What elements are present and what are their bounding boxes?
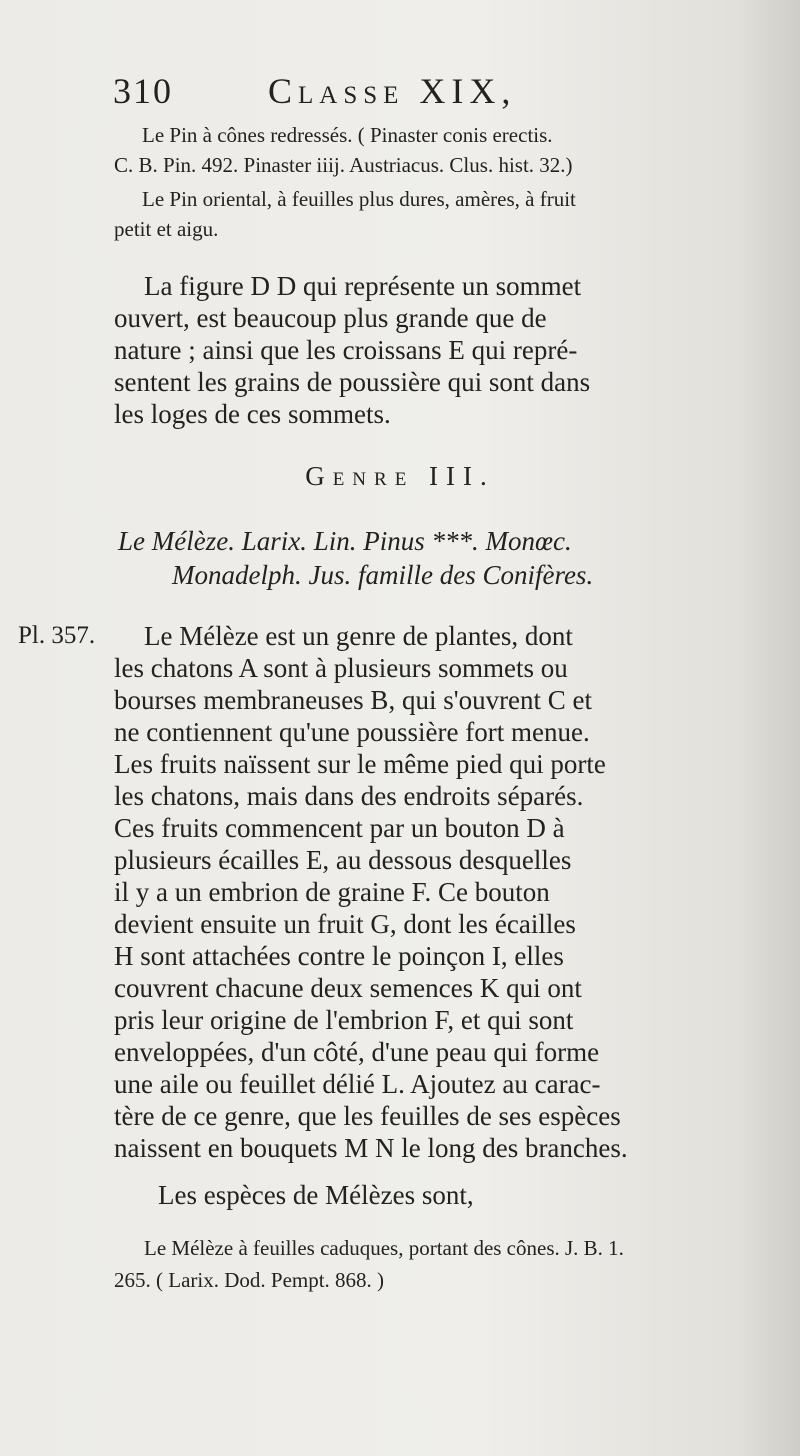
entry-line: Le Pin oriental, à feuilles plus dures, amères, à fruit <box>142 187 576 211</box>
figure-paragraph <box>114 270 756 430</box>
text-line: nature ; ainsi que les croissans E qui repré- <box>114 335 578 365</box>
entry-line: 265. ( Larix. Dod. Pempt. 868. ) <box>114 1268 385 1292</box>
text-line: Le Mélèze. Larix. Lin. Pinus ***. Monœc. <box>118 526 572 556</box>
text-line: les chatons, mais dans des endroits séparés. <box>114 781 584 811</box>
entry-line: Le Pin à cônes redressés. ( Pinaster conis erectis. <box>142 123 553 147</box>
entry-line: C. B. Pin. 492. Pinaster iiij. Austriacus. Clus. hist. 32.) <box>114 153 573 177</box>
text-line: H sont attachées contre le poinçon I, elles <box>114 941 564 971</box>
text-line: sentent les grains de poussière qui sont dans <box>114 367 591 397</box>
text-line: les chatons A sont à plusieurs sommets ou <box>114 653 568 683</box>
text-line: ne contiennent qu'une poussière fort menue. <box>114 717 590 747</box>
text-line: Monadelph. Jus. famille des Conifères. <box>172 560 594 590</box>
genre-heading: Genre III. <box>305 461 495 491</box>
plate-reference: Pl. 357. <box>18 622 96 649</box>
text-line: couvrent chacune deux semences K qui ont <box>114 973 582 1003</box>
entry-pin-oriental <box>114 184 784 244</box>
page-number: 310 <box>113 71 173 111</box>
text-line: naissent en bouquets M N le long des branches. <box>114 1133 628 1163</box>
text-line: ouvert, est beaucoup plus grande que de <box>114 303 547 333</box>
text-line: devient ensuite un fruit G, dont les écailles <box>114 909 576 939</box>
text-line: les loges de ces sommets. <box>114 399 391 429</box>
text-line: pris leur origine de l'embrion F, et qui sont <box>114 1005 574 1035</box>
entry-line: Le Mélèze à feuilles caduques, portant des cônes. J. B. 1. <box>144 1236 624 1260</box>
entry-pin-cones-redresses <box>114 120 784 180</box>
text-line: Le Mélèze est un genre de plantes, dont <box>144 621 573 651</box>
running-title: Classe XIX, <box>268 71 517 111</box>
text-line: Ces fruits commencent par un bouton D à <box>114 813 565 843</box>
entry-line: petit et aigu. <box>114 217 219 241</box>
text-line: enveloppées, d'un côté, d'une peau qui forme <box>114 1037 600 1067</box>
entry-meleze-feuilles-caduques <box>114 1232 764 1296</box>
text-line: Les fruits naïssent sur le même pied qui porte <box>114 749 606 779</box>
text-line: il y a un embrion de graine F. Ce bouton <box>114 877 550 907</box>
text-line: bourses membraneuses B, qui s'ouvrent C et <box>114 685 593 715</box>
main-paragraph <box>114 620 756 1164</box>
text-line: plusieurs écailles E, au dessous desquelles <box>114 845 572 875</box>
especes-heading: Les espèces de Mélèzes sont, <box>158 1180 474 1210</box>
text-line: tère de ce genre, que les feuilles de ses espèces <box>114 1101 621 1131</box>
text-line: une aile ou feuillet délié L. Ajoutez au carac- <box>114 1069 601 1099</box>
text-line: La figure D D qui représente un sommet <box>144 271 582 301</box>
page-header <box>113 70 633 114</box>
genre-synonyms <box>114 524 764 592</box>
